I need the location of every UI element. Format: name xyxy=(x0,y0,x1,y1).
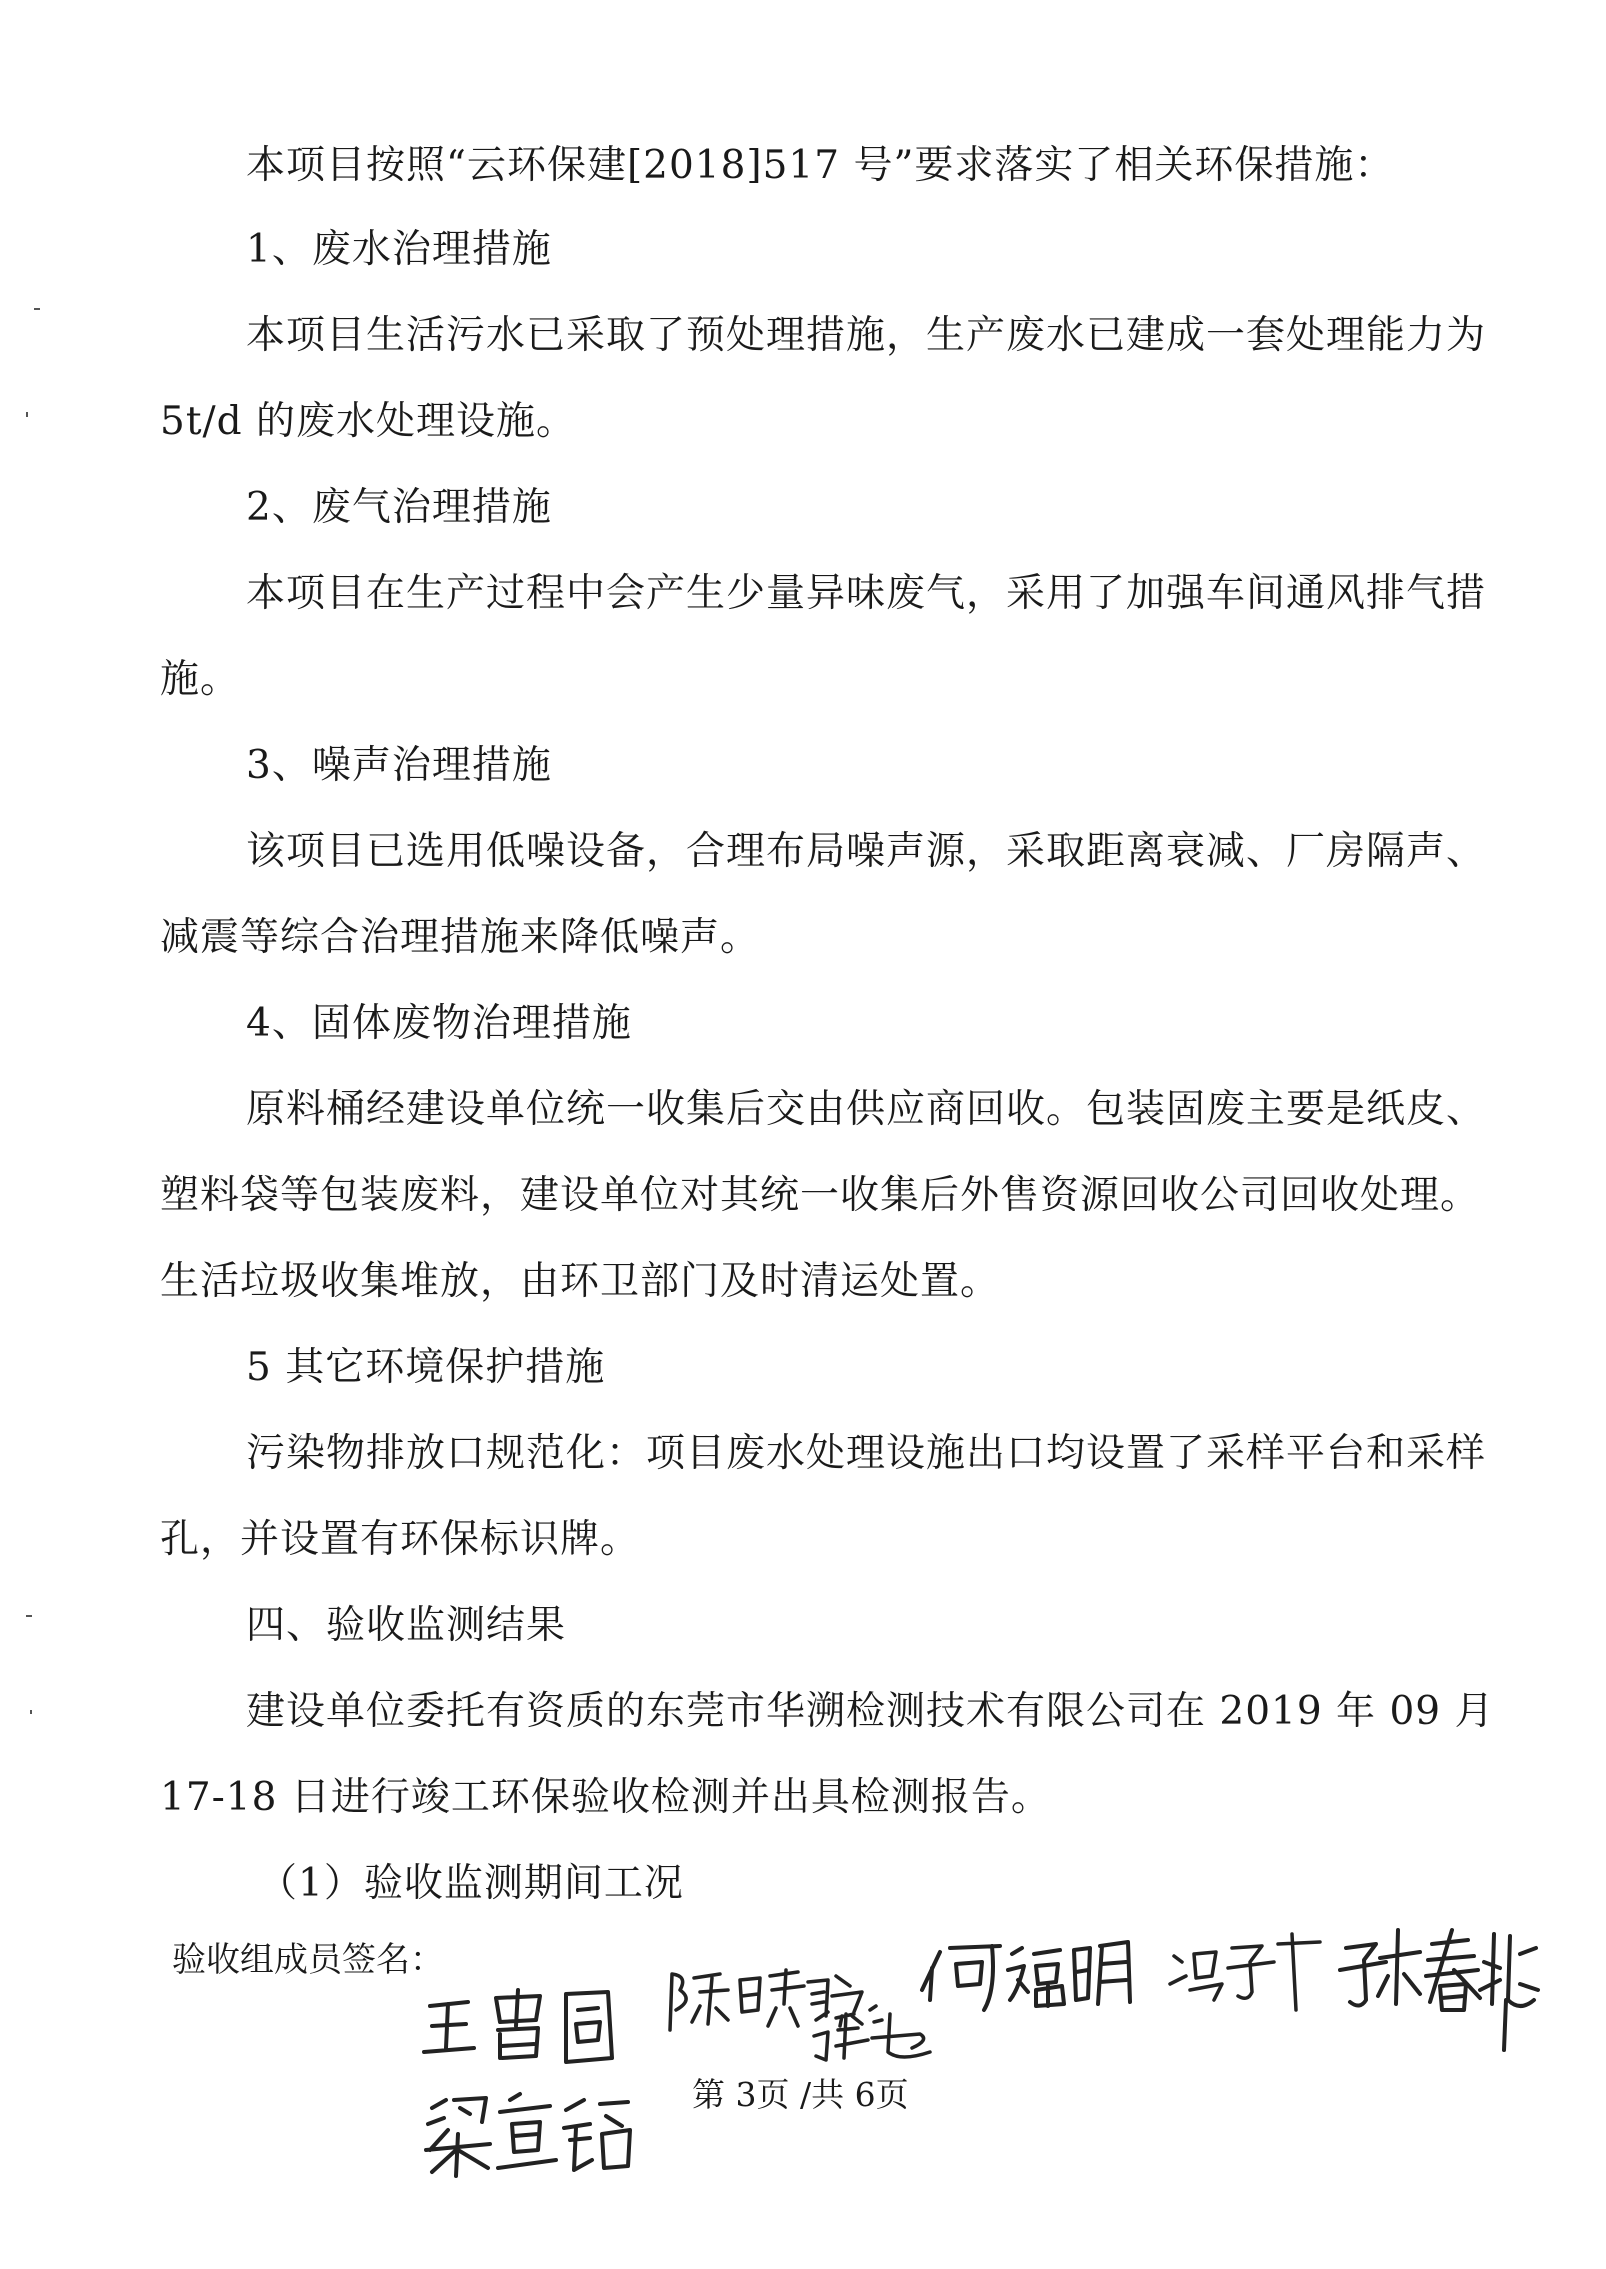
signature-label: 验收组成员签名： xyxy=(172,1940,444,1980)
paragraph: 减震等综合治理措施来降低噪声。 xyxy=(160,915,761,960)
signature xyxy=(424,1990,612,2062)
paragraph: 本项目生活污水已采取了预处理措施，生产废水已建成一套处理能力为 xyxy=(246,313,1487,358)
paragraph: 17-18 日进行竣工环保验收检测并出具检测报告。 xyxy=(160,1775,1051,1820)
section-heading: 1、废水治理措施 xyxy=(246,227,552,272)
paragraph: 原料桶经建设单位统一收集后交由供应商回收。包装固废主要是纸皮、 xyxy=(246,1087,1487,1132)
signature xyxy=(1170,1934,1320,2010)
section-heading: （1）验收监测期间工况 xyxy=(258,1861,684,1906)
signature xyxy=(922,1942,1130,2010)
paragraph: 孔，并设置有环保标识牌。 xyxy=(160,1517,641,1562)
paragraph: 塑料袋等包装废料，建设单位对其统一收集后外售资源回收公司回收处理。 xyxy=(160,1173,1481,1218)
paragraph: 本项目按照“云环保建[2018]517 号”要求落实了相关环保措施： xyxy=(246,143,1395,188)
signature xyxy=(670,1970,930,2060)
paragraph: 生活垃圾收集堆放，由环卫部门及时清运处置。 xyxy=(160,1259,1001,1304)
paragraph: 该项目已选用低噪设备，合理布局噪声源，采取距离衰减、厂房隔声、 xyxy=(246,829,1487,874)
section-heading: 2、废气治理措施 xyxy=(246,485,552,530)
section-heading: 4、固体废物治理措施 xyxy=(246,1001,632,1046)
paragraph: 建设单位委托有资质的东莞市华溯检测技术有限公司在 2019 年 09 月 xyxy=(246,1689,1495,1734)
paragraph: 施。 xyxy=(160,657,241,702)
paragraph: 污染物排放口规范化：项目废水处理设施出口均设置了采样平台和采样 xyxy=(246,1431,1487,1476)
signature xyxy=(426,2094,630,2176)
section-heading: 5 其它环境保护措施 xyxy=(246,1345,606,1390)
page-number: 第 3页 /共 6页 xyxy=(692,2075,909,2114)
paragraph: 本项目在生产过程中会产生少量异味废气，采用了加强车间通风排气措 xyxy=(246,571,1487,616)
section-heading: 四、验收监测结果 xyxy=(246,1603,567,1648)
section-heading: 3、噪声治理措施 xyxy=(246,743,552,788)
signature xyxy=(1340,1930,1538,2050)
paragraph: 5t/d 的废水处理设施。 xyxy=(160,399,576,444)
